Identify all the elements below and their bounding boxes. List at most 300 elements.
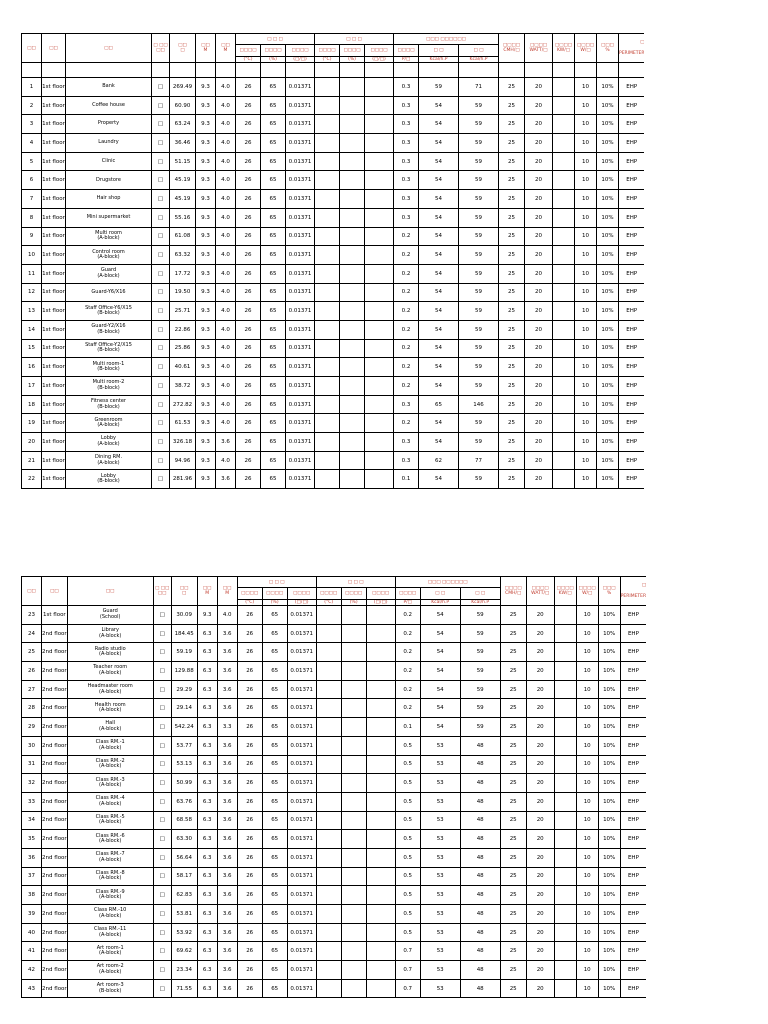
cell-t: 26	[236, 171, 261, 190]
cell-empty	[316, 643, 341, 662]
cell-eq: EHP	[620, 961, 646, 980]
room-block: (B-block)	[97, 328, 120, 335]
cell-eq: EHP	[620, 848, 646, 867]
cell-t: 26	[236, 395, 261, 414]
cell-room	[67, 830, 153, 849]
room-block: (A-block)	[99, 651, 122, 658]
header-group-cool: □ □ □	[237, 577, 316, 588]
cell-eq: EHP	[619, 96, 645, 115]
cell-h: 65	[261, 208, 286, 227]
cell-lt: 20	[526, 643, 554, 662]
table-row	[22, 451, 645, 470]
cell-fh: 9.3	[196, 171, 216, 190]
cell-empty	[315, 264, 340, 283]
cell-empty	[341, 961, 366, 980]
cell-sf: 10%	[597, 377, 619, 396]
cell-eq: EHP	[620, 830, 646, 849]
cell-empty	[554, 774, 576, 793]
cell-room	[67, 736, 153, 755]
cell-empty	[554, 643, 576, 662]
cell-empty	[365, 451, 394, 470]
room-name: Class RM.-1	[95, 739, 125, 746]
spacer-cell	[216, 63, 236, 78]
header-ch: □□ M	[217, 577, 237, 606]
cell-s1: 65	[419, 395, 459, 414]
cell-floor: 1st floor	[42, 302, 66, 321]
cell-s2: 48	[460, 905, 500, 924]
cell-t: 26	[236, 246, 261, 265]
cell-empty	[341, 699, 366, 718]
cell-empty	[365, 227, 394, 246]
cell-lt: 20	[525, 134, 553, 153]
spacer-cell	[196, 63, 216, 78]
header-unit-s2u: Kcal/h.P	[459, 57, 499, 63]
cell-s1: 54	[419, 171, 459, 190]
cell-e: 10	[575, 302, 597, 321]
cell-m: □	[153, 905, 171, 924]
cell-t: 26	[236, 302, 261, 321]
cell-eq: EHP	[620, 606, 646, 625]
header-perimeter	[620, 577, 646, 606]
cell-empty	[316, 718, 341, 737]
cell-e: 10	[576, 830, 598, 849]
cell-occ: 0.2	[395, 643, 420, 662]
cell-room	[67, 848, 153, 867]
cell-oa: 25	[499, 96, 525, 115]
cell-fh: 6.3	[197, 979, 217, 998]
cell-e: 10	[576, 961, 598, 980]
cell-s1: 53	[420, 736, 460, 755]
cell-e: 10	[575, 414, 597, 433]
cell-lt: 20	[526, 606, 554, 625]
cell-lt: 20	[525, 152, 553, 171]
cell-s2: 48	[460, 961, 500, 980]
cell-empty	[365, 190, 394, 209]
cell-occ: 0.7	[395, 942, 420, 961]
table-row	[22, 264, 645, 283]
cell-room	[67, 923, 153, 942]
cell-no: 23	[22, 606, 42, 625]
cell-area: 19.50	[170, 283, 196, 302]
cell-empty	[341, 923, 366, 942]
cell-area: 53.92	[171, 923, 197, 942]
cell-h: 65	[262, 923, 287, 942]
cell-empty	[554, 923, 576, 942]
cell-no: 26	[22, 662, 42, 681]
cell-oa: 25	[499, 78, 525, 97]
cell-s1: 54	[419, 302, 459, 321]
cell-empty	[340, 377, 365, 396]
cell-empty	[341, 680, 366, 699]
cell-room	[66, 246, 152, 265]
table-row	[22, 470, 645, 489]
cell-h: 65	[262, 736, 287, 755]
cell-ch: 4.0	[216, 208, 236, 227]
header-h2: □□□□	[340, 45, 365, 57]
room-name: Guard	[100, 267, 117, 274]
cell-no: 27	[22, 680, 42, 699]
cell-no: 5	[22, 152, 42, 171]
table-row	[22, 867, 647, 886]
cell-no: 15	[22, 339, 42, 358]
room-name: Teacher room	[93, 664, 128, 671]
cell-h: 65	[262, 606, 287, 625]
cell-area: 29.29	[171, 680, 197, 699]
cell-s2: 48	[460, 942, 500, 961]
cell-empty	[316, 830, 341, 849]
cell-lt: 20	[525, 208, 553, 227]
cell-ch: 4.0	[216, 115, 236, 134]
cell-empty	[316, 755, 341, 774]
cell-t: 26	[237, 848, 262, 867]
cell-sf: 10%	[597, 96, 619, 115]
cell-sf: 10%	[597, 227, 619, 246]
cell-ch: 4.0	[216, 358, 236, 377]
cell-sf: 10%	[597, 171, 619, 190]
cell-x: 0.01371	[286, 190, 315, 209]
cell-empty	[340, 246, 365, 265]
cell-s1: 54	[420, 606, 460, 625]
cell-t: 26	[236, 134, 261, 153]
cell-t: 26	[237, 923, 262, 942]
header-floor: □□	[42, 577, 68, 606]
table-row	[22, 755, 647, 774]
cell-empty	[366, 755, 395, 774]
cell-ch: 4.0	[216, 395, 236, 414]
cell-s2: 59	[459, 264, 499, 283]
cell-t: 26	[237, 811, 262, 830]
cell-ch: 3.6	[217, 736, 237, 755]
cell-m: □	[152, 451, 170, 470]
cell-t: 26	[237, 643, 262, 662]
header-x2: □□□□	[365, 45, 394, 57]
cell-s1: 54	[420, 699, 460, 718]
header-oa: □□□□ CMH/□	[500, 577, 526, 606]
cell-floor: 2nd floor	[42, 755, 68, 774]
cell-s1: 53	[420, 755, 460, 774]
table-row	[22, 78, 645, 97]
cell-x: 0.01371	[286, 283, 315, 302]
cell-occ: 0.5	[395, 774, 420, 793]
cell-m: □	[152, 190, 170, 209]
cell-oa: 25	[499, 451, 525, 470]
cell-sf: 10%	[598, 961, 620, 980]
cell-floor: 2nd floor	[42, 867, 68, 886]
cell-occ: 0.3	[394, 134, 419, 153]
cell-t: 26	[237, 755, 262, 774]
room-name: Class RM.-3	[95, 776, 125, 783]
cell-oa: 25	[500, 680, 526, 699]
cell-empty	[316, 606, 341, 625]
cell-h: 65	[262, 867, 287, 886]
header-unit-s2u: Kcal/h.P	[460, 600, 500, 606]
cell-e: 10	[575, 451, 597, 470]
load-table-2	[21, 576, 646, 998]
cell-t: 26	[236, 190, 261, 209]
room-name: Dining RM.	[94, 454, 123, 461]
cell-s1: 53	[420, 867, 460, 886]
table-row	[22, 246, 645, 265]
cell-empty	[316, 979, 341, 998]
header-room: □□	[67, 577, 153, 606]
cell-empty	[365, 283, 394, 302]
cell-area: 272.82	[170, 395, 196, 414]
cell-empty	[366, 961, 395, 980]
cell-s1: 53	[420, 961, 460, 980]
header-oa: □□□□ CMH/□	[499, 34, 525, 63]
cell-fh: 6.3	[197, 699, 217, 718]
cell-empty	[341, 718, 366, 737]
cell-sf: 10%	[598, 942, 620, 961]
cell-s1: 53	[420, 905, 460, 924]
cell-s2: 59	[460, 662, 500, 681]
cell-e: 10	[576, 606, 598, 625]
cell-x: 0.01371	[286, 339, 315, 358]
room-name: Lobby	[100, 472, 117, 479]
cell-area: 62.83	[171, 886, 197, 905]
cell-e: 10	[575, 283, 597, 302]
cell-room	[67, 606, 153, 625]
room-block: (A-block)	[97, 235, 120, 242]
cell-empty	[554, 718, 576, 737]
cell-room	[67, 979, 153, 998]
cell-t: 26	[237, 662, 262, 681]
cell-t: 26	[237, 680, 262, 699]
header-group-heat: □ □ □	[315, 34, 394, 45]
cell-room	[66, 414, 152, 433]
cell-area: 55.16	[170, 208, 196, 227]
cell-lt: 20	[525, 377, 553, 396]
cell-t: 26	[236, 283, 261, 302]
cell-floor: 1st floor	[42, 433, 66, 452]
header-group-internal: □□□ □□□□□□	[395, 577, 500, 588]
cell-empty	[553, 96, 575, 115]
cell-s1: 54	[420, 662, 460, 681]
cell-empty	[366, 662, 395, 681]
cell-area: 25.86	[170, 339, 196, 358]
cell-room	[66, 283, 152, 302]
cell-no: 29	[22, 718, 42, 737]
cell-lt: 20	[526, 961, 554, 980]
spacer-cell	[619, 63, 645, 78]
cell-fh: 6.3	[197, 923, 217, 942]
cell-empty	[315, 358, 340, 377]
cell-occ: 0.2	[394, 246, 419, 265]
room-block: (B-block)	[97, 347, 120, 354]
cell-eq: EHP	[620, 867, 646, 886]
cell-s2: 59	[459, 190, 499, 209]
cell-m: □	[152, 208, 170, 227]
cell-sf: 10%	[598, 792, 620, 811]
cell-empty	[315, 302, 340, 321]
cell-oa: 25	[499, 227, 525, 246]
cell-room	[67, 942, 153, 961]
cell-fh: 9.3	[196, 395, 216, 414]
cell-oa: 25	[499, 470, 525, 489]
cell-empty	[366, 680, 395, 699]
table-row	[22, 699, 647, 718]
cell-x: 0.01371	[287, 942, 316, 961]
cell-empty	[341, 830, 366, 849]
cell-no: 19	[22, 414, 42, 433]
cell-floor: 2nd floor	[42, 848, 68, 867]
table-row	[22, 792, 647, 811]
cell-eq: EHP	[620, 792, 646, 811]
room-name: Class RM.-10	[94, 907, 127, 914]
cell-room	[66, 152, 152, 171]
cell-eq: EHP	[619, 264, 645, 283]
cell-e: 10	[575, 78, 597, 97]
cell-floor: 2nd floor	[42, 830, 68, 849]
cell-m: □	[153, 624, 171, 643]
cell-t: 26	[237, 624, 262, 643]
cell-t: 26	[237, 979, 262, 998]
cell-e: 10	[575, 358, 597, 377]
cell-oa: 25	[500, 774, 526, 793]
cell-s2: 59	[460, 680, 500, 699]
cell-fh: 9.3	[196, 320, 216, 339]
header-s1: □ □	[420, 588, 460, 600]
cell-empty	[316, 624, 341, 643]
cell-floor: 2nd floor	[42, 923, 68, 942]
cell-x: 0.01371	[286, 264, 315, 283]
table-row	[22, 433, 645, 452]
cell-t: 26	[236, 433, 261, 452]
cell-room	[66, 96, 152, 115]
room-name: Hair shop	[96, 195, 121, 202]
cell-t: 26	[236, 227, 261, 246]
cell-empty	[341, 792, 366, 811]
room-name: Property	[97, 120, 120, 127]
cell-e: 10	[575, 96, 597, 115]
cell-area: 542.24	[171, 718, 197, 737]
cell-ch: 4.0	[216, 414, 236, 433]
header-floor: □□	[42, 34, 66, 63]
cell-t: 26	[237, 830, 262, 849]
cell-s2: 48	[460, 830, 500, 849]
cell-room	[66, 227, 152, 246]
header-h2: □□□□	[341, 588, 366, 600]
cell-sf: 10%	[597, 283, 619, 302]
cell-sf: 10%	[598, 979, 620, 998]
cell-no: 1	[22, 78, 42, 97]
cell-ch: 3.6	[217, 624, 237, 643]
cell-s2: 48	[460, 867, 500, 886]
cell-x: 0.01371	[287, 792, 316, 811]
table-row	[22, 606, 647, 625]
cell-h: 65	[261, 395, 286, 414]
cell-x: 0.01371	[286, 320, 315, 339]
header-light: □□□□ WATT/□	[526, 577, 554, 606]
header-equip1: □□□□ KW/□	[554, 577, 576, 606]
room-block: (A-block)	[99, 931, 122, 938]
cell-s1: 54	[419, 190, 459, 209]
cell-e: 10	[576, 643, 598, 662]
load-table-1	[21, 33, 644, 489]
cell-fh: 6.3	[197, 848, 217, 867]
cell-e: 10	[576, 848, 598, 867]
header-s2: □ □	[460, 588, 500, 600]
cell-s1: 54	[419, 433, 459, 452]
spacer-cell	[170, 63, 196, 78]
cell-no: 42	[22, 961, 42, 980]
header-h1: □□□□	[261, 45, 286, 57]
spacer-cell	[236, 63, 261, 78]
cell-no: 28	[22, 699, 42, 718]
cell-fh: 9.3	[196, 264, 216, 283]
cell-empty	[553, 433, 575, 452]
cell-fh: 6.3	[197, 830, 217, 849]
cell-oa: 25	[499, 152, 525, 171]
cell-h: 65	[261, 78, 286, 97]
room-block: (A-block)	[99, 744, 122, 751]
cell-m: □	[153, 886, 171, 905]
cell-empty	[340, 152, 365, 171]
cell-sf: 10%	[598, 923, 620, 942]
cell-area: 61.53	[170, 414, 196, 433]
cell-area: 45.19	[170, 190, 196, 209]
cell-occ: 0.1	[394, 470, 419, 489]
cell-empty	[365, 320, 394, 339]
cell-empty	[340, 134, 365, 153]
cell-no: 38	[22, 886, 42, 905]
cell-no: 8	[22, 208, 42, 227]
cell-area: 51.15	[170, 152, 196, 171]
cell-ch: 3.6	[217, 905, 237, 924]
cell-m: □	[152, 414, 170, 433]
cell-s2: 59	[459, 302, 499, 321]
cell-e: 10	[576, 905, 598, 924]
cell-eq: EHP	[620, 624, 646, 643]
cell-occ: 0.3	[394, 78, 419, 97]
cell-ch: 3.6	[217, 643, 237, 662]
room-name: Class RM.-11	[94, 926, 127, 933]
cell-ch: 3.6	[217, 867, 237, 886]
cell-empty	[365, 152, 394, 171]
cell-lt: 20	[526, 848, 554, 867]
cell-oa: 25	[500, 699, 526, 718]
cell-no: 36	[22, 848, 42, 867]
cell-s2: 48	[460, 923, 500, 942]
cell-s1: 54	[419, 227, 459, 246]
cell-occ: 0.2	[394, 377, 419, 396]
cell-x: 0.01371	[287, 886, 316, 905]
cell-empty	[341, 942, 366, 961]
cell-empty	[554, 979, 576, 998]
cell-oa: 25	[500, 961, 526, 980]
cell-empty	[316, 942, 341, 961]
header-fh: □□ M	[197, 577, 217, 606]
room-block: (A-block)	[97, 272, 120, 279]
cell-s2: 48	[460, 886, 500, 905]
cell-sf: 10%	[598, 867, 620, 886]
cell-empty	[366, 867, 395, 886]
cell-empty	[366, 905, 395, 924]
cell-lt: 20	[525, 302, 553, 321]
cell-t: 26	[236, 339, 261, 358]
cell-s1: 54	[419, 283, 459, 302]
cell-empty	[315, 339, 340, 358]
cell-area: 25.71	[170, 302, 196, 321]
cell-floor: 1st floor	[42, 320, 66, 339]
cell-x: 0.01371	[287, 774, 316, 793]
cell-t: 26	[236, 377, 261, 396]
cell-eq: EHP	[619, 171, 645, 190]
header-fl2: □ □□ □□	[153, 577, 171, 606]
cell-s1: 53	[420, 979, 460, 998]
cell-oa: 25	[500, 606, 526, 625]
cell-sf: 10%	[598, 886, 620, 905]
